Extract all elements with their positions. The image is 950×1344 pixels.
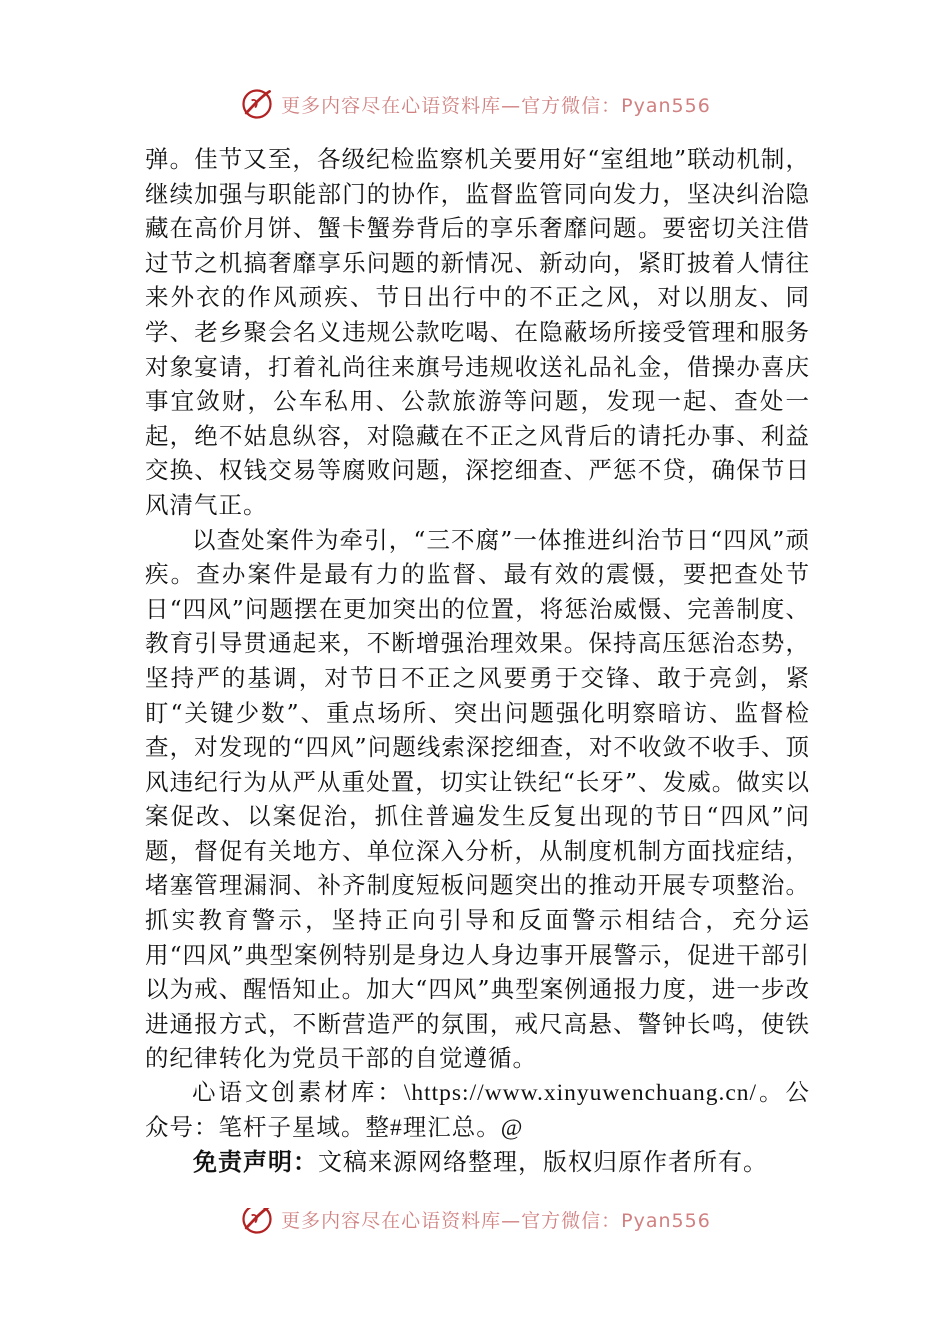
source-line: 心语文创素材库：\https://www.xinyuwenchuang.cn/。公众号：笔杆子星域。整#理汇总。@ xyxy=(145,1080,810,1141)
brush-logo-icon xyxy=(239,1208,275,1237)
paragraph-2: 以查处案件为牵引，“三不腐”一体推进纠治节日“四风”顽疾。查办案件是最有力的监督、最有效的震慑，要把查处节日“四风”问题摆在更加突出的位置，将惩治威慑、完善制度、教育引导贯通起来，不断增强治理效果。保持高压惩治态势，坚持严的基调，对节日不正之风要勇于交锋、敢于亮剑，紧盯“关键少数”、重点场所、突出问题强化明察暗访、监督检查，对发现的“四风”问题线索深挖细查，对不收敛不收手、顶风违纪行为从严从重处置，切实让铁纪“长牙”、发威。做实以案促改、以案促治，抓住普遍发生反复出现的节日“四风”问题，督促有关地方、单位深入分析，从制度机制方面找症结，堵塞管理漏洞、补齐制度短板问题突出的推动开展专项整治。抓实教育警示，坚持正向引导和反面警示相结合，充分运用“四风”典型案例特别是身边人身边事开展警示，促进干部引以为戒、醒悟知止。加大“四风”典型案例通报力度，进一步改进通报方式，不断营造严的氛围，戒尺高悬、警钟长鸣，使铁的纪律转化为党员干部的自觉遵循。 xyxy=(145,525,810,1073)
footer-watermark xyxy=(0,1208,950,1238)
brush-logo-icon xyxy=(239,86,275,122)
watermark-text: 更多内容尽在心语资料库—官方微信：Pyan556 xyxy=(281,94,711,117)
watermark-text: 更多内容尽在心语资料库—官方微信：Pyan556 xyxy=(281,1209,711,1232)
paragraph-1: 弹。佳节又至，各级纪检监察机关要用好“室组地”联动机制，继续加强与职能部门的协作，监督监管同向发力，坚决纠治隐藏在高价月饼、蟹卡蟹券背后的享乐奢靡问题。要密切关注借过节之机搞奢靡享乐问题的新情况、新动向，紧盯披着人情往来外衣的作风顽疾、节日出行中的不正之风，对以朋友、同学、老乡聚会名义违规公款吃喝、在隐蔽场所接受管理和服务对象宴请，打着礼尚往来旗号违规收送礼品礼金，借操办喜庆事宜敛财，公车私用、公款旅游等问题，发现一起、查处一起，绝不姑息纵容，对隐藏在不正之风背后的请托办事、利益交换、权钱交易等腐败问题，深挖细查、严惩不贷，确保节日风清气正。 xyxy=(145,145,810,519)
document-body xyxy=(145,142,810,1180)
header-watermark xyxy=(0,84,950,124)
disclaimer-label: 免责声明： xyxy=(193,1148,318,1177)
disclaimer-text: 文稿来源网络整理，版权归原作者所有。 xyxy=(318,1148,768,1177)
disclaimer xyxy=(145,1145,810,1180)
